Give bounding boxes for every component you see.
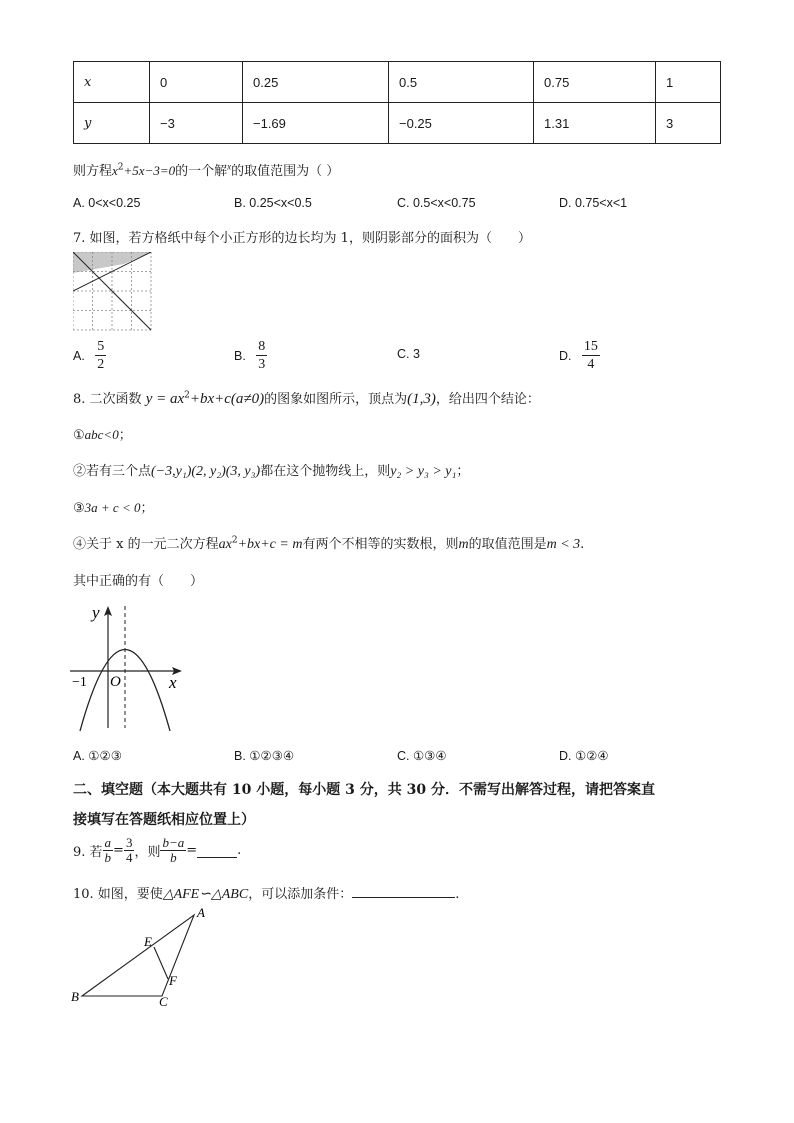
- fraction-num: a: [104, 835, 112, 850]
- table-cell: 0.25: [243, 62, 389, 103]
- q8-stem-mid: 的图象如图所示，顶点为: [264, 392, 408, 407]
- table-cell: 0.75: [534, 62, 656, 103]
- q7-option-d[interactable]: [559, 338, 600, 373]
- table-cell: −3: [150, 103, 243, 144]
- q8-stem: 8. 二次函数 $y = ax^2+bx+c(a\ne 0)$的图象如图所示，顶点为(1,3)，给出四个结论：: [73, 390, 540, 407]
- q10-stem: [73, 883, 459, 903]
- table-cell: 1.31: [534, 103, 656, 144]
- conclusion-equation: ax: [218, 537, 232, 552]
- fraction-num: 3: [125, 835, 133, 850]
- conclusion-expr: abc<0: [84, 427, 119, 442]
- fraction-den: b: [104, 850, 112, 865]
- conclusion-start: ④关于 x 的一元二次方程: [73, 537, 219, 552]
- fraction-3-over-4: [124, 836, 135, 865]
- label-f: F: [169, 973, 177, 988]
- fraction: [256, 338, 267, 373]
- fraction-b-minus-a-over-b: [160, 836, 186, 865]
- conclusion-marker: ①: [73, 428, 85, 443]
- q7-option-b[interactable]: [234, 338, 267, 373]
- q8-stem-end: ，给出四个结论：: [435, 392, 540, 407]
- q8-vertex: (1,3): [407, 391, 436, 407]
- fraction-a-over-b: [103, 836, 114, 865]
- table-cell: 3: [656, 103, 721, 144]
- option-label: A.: [73, 348, 85, 363]
- q6-option-b[interactable]: B. 0.25<x<0.5: [234, 196, 312, 210]
- fraction-num: 5: [97, 339, 105, 354]
- q10-answer-blank[interactable]: [352, 883, 455, 898]
- table-header-x: x: [74, 62, 150, 103]
- q8-function-rest: +bx+c(a≠0): [189, 391, 265, 407]
- q10-triangle-figure: [68, 903, 218, 1008]
- graph-origin-label: O: [110, 674, 121, 690]
- equals-sign: =: [186, 843, 198, 858]
- q7-option-c[interactable]: C. 3: [397, 347, 420, 361]
- table-cell: 1: [656, 62, 721, 103]
- table-header-y: y: [74, 103, 150, 144]
- q8-conclusion-3: [73, 497, 154, 516]
- q10-end: .: [455, 887, 460, 902]
- table-cell: 0: [150, 62, 243, 103]
- q8-conclusion-4: ④关于 x 的一元二次方程$ax^2+bx+c = m$有两个不相等的实数根，则m的取值范围是m < 3.: [73, 535, 585, 552]
- q7-grid-figure: [73, 252, 153, 332]
- conclusion-start: ②若有三个点: [73, 464, 152, 479]
- q6-prefix: 则方程: [73, 164, 113, 179]
- option-label: D.: [559, 348, 572, 363]
- q8-option-b[interactable]: B. ①②③④: [234, 749, 295, 763]
- q6-suffix: 的取值范围为（ ）: [231, 164, 340, 179]
- option-label: B.: [234, 348, 246, 363]
- q8-option-a[interactable]: A. ①②③: [73, 749, 122, 763]
- fraction-num: b−a: [162, 835, 185, 850]
- q6-var: x: [227, 161, 232, 172]
- table-row-y: [74, 103, 721, 144]
- q8-stem-start: 8. 二次函数: [73, 392, 142, 407]
- fraction-den: 4: [587, 357, 595, 372]
- q6-mid: 的一个解: [175, 164, 228, 179]
- fraction-den: 4: [125, 850, 133, 865]
- q10-similarity: △AFE∽△ABC: [162, 887, 249, 902]
- fraction-den: 3: [258, 357, 266, 372]
- conclusion-end: ；: [118, 428, 132, 443]
- graph-neg-one-label: −1: [72, 675, 87, 690]
- q8-option-d[interactable]: D. ①②④: [559, 749, 609, 763]
- values-table: [73, 61, 721, 144]
- q6-option-c[interactable]: C. 0.5<x<0.75: [397, 196, 476, 210]
- label-c: C: [159, 994, 168, 1008]
- section-2-heading-line1: 二、填空题（本大题共有 10 小题，每小题 3 分，共 30 分．不需写出解答过程，请把答案直: [73, 782, 655, 798]
- conclusion-range: m < 3: [546, 537, 581, 552]
- q9-mid: ，则: [134, 845, 161, 860]
- q9-end: .: [237, 843, 242, 858]
- conclusion-marker: ③: [73, 501, 85, 516]
- label-b: B: [71, 989, 79, 1004]
- conclusion-mid2: 的取值范围是: [468, 537, 547, 552]
- q9-stem: [73, 836, 241, 865]
- q6-stem: 则方程$x^2+5x-3=0$的一个解$^x$的取值范围为（ ）: [73, 161, 340, 179]
- conclusion-end: ；: [140, 501, 154, 516]
- fraction-num: 8: [258, 339, 266, 354]
- q8-function: y = ax: [145, 391, 185, 407]
- label-e: E: [144, 934, 152, 949]
- table-row-x: [74, 62, 721, 103]
- q7-stem: 7. 如图，若方格纸中每个小正方形的边长均为 1，则阴影部分的面积为（ ）: [73, 231, 531, 246]
- q8-conclusion-2: [73, 460, 469, 480]
- table-cell: −0.25: [389, 103, 534, 144]
- table-cell: −1.69: [243, 103, 389, 144]
- q8-conclusion-1: [73, 424, 132, 443]
- conclusion-var: m: [458, 537, 469, 552]
- segment-ef: [154, 947, 168, 979]
- label-a: A: [197, 905, 205, 920]
- q10-text: 10. 如图，要使: [73, 887, 163, 902]
- q9-answer-blank[interactable]: [197, 843, 237, 858]
- graph-x-label: x: [169, 673, 177, 692]
- q6-option-a[interactable]: A. 0<x<0.25: [73, 196, 141, 210]
- graph-y-label: y: [92, 603, 100, 622]
- q8-question: 其中正确的有（ ）: [73, 574, 204, 589]
- q7-option-a[interactable]: [73, 338, 106, 373]
- conclusion-mid: 有两个不相等的实数根，则: [302, 537, 459, 552]
- q9-number: 9. 若: [73, 845, 103, 860]
- fraction-num: 15: [583, 339, 598, 354]
- equals-sign: =: [113, 843, 124, 858]
- triangle-abc: [82, 915, 194, 996]
- fraction: [95, 338, 106, 373]
- table-cell: 0.5: [389, 62, 534, 103]
- q6-equation-var: x: [112, 163, 118, 178]
- q10-text2: ，可以添加条件：: [248, 887, 353, 902]
- q8-option-c[interactable]: C. ①③④: [397, 749, 447, 763]
- conclusion-expr: 3a + c < 0: [84, 500, 141, 515]
- conclusion-end: .: [580, 537, 585, 552]
- conclusion-mid: 都在这个抛物线上，则: [260, 464, 391, 479]
- conclusion-relation: y₂ > y₃ > y₁: [390, 464, 457, 479]
- conclusion-end: ；: [456, 464, 470, 479]
- q6-equation-rest: +5x−3=0: [123, 163, 176, 178]
- q6-option-d[interactable]: D. 0.75<x<1: [559, 196, 628, 210]
- fraction-den: 2: [97, 357, 105, 372]
- section-2-heading-line2: 接填写在答题纸相应位置上）: [73, 812, 255, 828]
- conclusion-equation-rest: +bx+c = m: [237, 537, 303, 552]
- conclusion-points: (−3,y₁)(2, y₂)(3, y₃): [151, 464, 261, 479]
- fraction: [582, 338, 600, 373]
- fraction-den: b: [170, 850, 177, 865]
- q8-parabola-graph: [70, 598, 190, 733]
